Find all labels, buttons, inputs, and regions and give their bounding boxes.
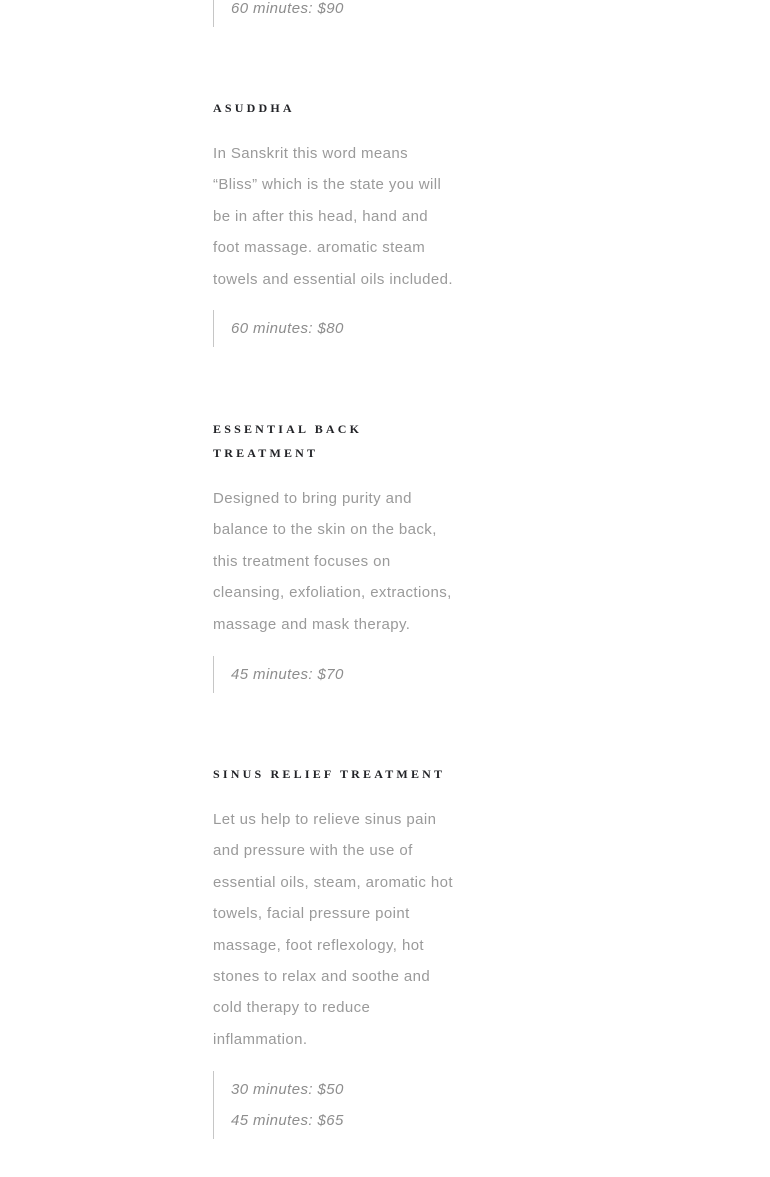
service-description-line: foot massage. aromatic steam	[213, 239, 426, 257]
service-description-line: this treatment focuses on	[213, 552, 391, 570]
service-description-essential-back-treatment	[213, 483, 452, 640]
service-description-line: towels and essential oils included.	[213, 270, 453, 288]
service-description-line: essential oils, steam, aromatic hot	[213, 873, 453, 891]
service-description-line: In Sanskrit this word means	[213, 145, 409, 162]
service-title-sinus-relief-treatment	[213, 762, 445, 786]
service-title-essential-back-treatment	[213, 417, 362, 465]
service-description-line: cleansing, exfoliation, extractions,	[213, 584, 452, 602]
service-description-line: towels, facial pressure point	[213, 905, 410, 923]
service-description-asuddha	[213, 138, 453, 295]
service-title-line: ASUDDHA	[213, 101, 295, 115]
price-item: 45 minutes: $70	[231, 666, 344, 683]
service-title-line: SINUS RELIEF TREATMENT	[213, 767, 446, 781]
service-description-line: balance to the skin on the back,	[213, 521, 437, 539]
service-description-line: massage and mask therapy.	[213, 615, 411, 633]
service-description-line: cold therapy to reduce	[213, 999, 371, 1017]
service-description-line: Designed to bring purity and	[213, 490, 412, 507]
service-description-line: and pressure with the use of	[213, 842, 413, 860]
service-title-asuddha	[213, 96, 295, 120]
service-description-line: massage, foot reflexology, hot	[213, 936, 424, 954]
service-description-line: “Bliss” which is the state you will	[213, 176, 442, 194]
price-item: 30 minutes: $50	[231, 1081, 344, 1098]
price-list-partial-top	[213, 0, 344, 27]
price-item: 60 minutes: $90	[231, 0, 344, 17]
service-title-line: TREATMENT	[213, 446, 319, 460]
service-description-line: be in after this head, hand and	[213, 207, 429, 225]
price-list-asuddha	[213, 310, 344, 347]
price-list-sinus-relief-treatment	[213, 1071, 344, 1139]
service-description-line: inflammation.	[213, 1030, 308, 1048]
service-title-line: ESSENTIAL BACK	[213, 422, 363, 436]
service-description-line: Let us help to relieve sinus pain	[213, 811, 437, 828]
price-list-essential-back-treatment	[213, 656, 344, 693]
service-description-line: stones to relax and soothe and	[213, 968, 431, 986]
price-item: 60 minutes: $80	[231, 320, 344, 337]
service-description-sinus-relief-treatment	[213, 804, 453, 1055]
price-item: 45 minutes: $65	[231, 1112, 344, 1129]
